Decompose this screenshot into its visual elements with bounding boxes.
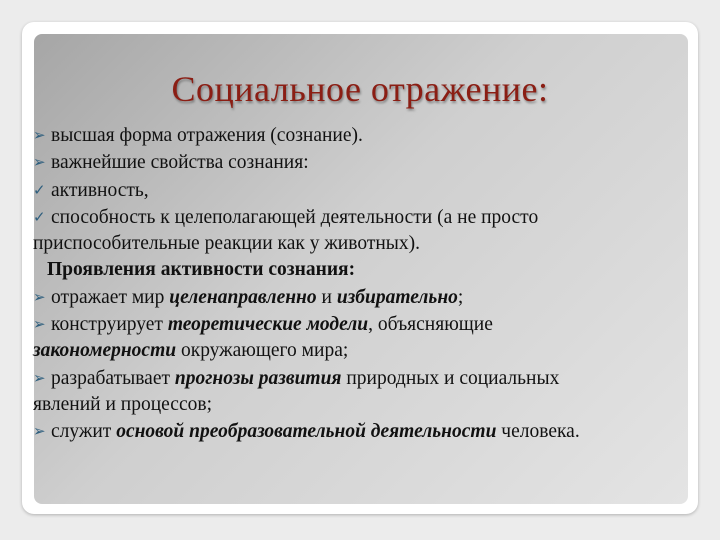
- subheading: Проявления активности сознания:: [47, 259, 356, 281]
- check-bullet-icon: ✓: [33, 207, 46, 226]
- bullet-line: ➢ высшая форма отражения (сознание).: [33, 122, 703, 149]
- check-line: ✓ способность к целеполагающей деятельности (а не просто: [33, 204, 703, 231]
- arrow-bullet-icon: ➢: [33, 287, 46, 306]
- arrow-bullet-icon: ➢: [33, 126, 46, 144]
- arrow-bullet-icon: ➢: [33, 315, 46, 334]
- arrow-bullet-icon: ➢: [33, 153, 46, 172]
- text-line: явлений и процессов;: [33, 393, 212, 415]
- text-line: приспособительные реакции как у животных).: [33, 233, 420, 255]
- arrow-bullet-icon: ➢: [33, 368, 46, 387]
- slide-title: Социальное отражение:: [171, 69, 549, 109]
- check-line: ✓ активность,: [33, 177, 703, 204]
- bullet-line: ➢ важнейшие свойства сознания:: [33, 149, 703, 176]
- text-line: закономерности окружающего мира;: [33, 340, 349, 362]
- bullet-line: ➢ разрабатывает прогнозы развития природных и социальных: [33, 365, 703, 392]
- bullet-line: ➢ отражает мир целенаправленно и избирательно;: [33, 284, 703, 311]
- check-bullet-icon: ✓: [33, 180, 46, 199]
- slide-body: [33, 122, 703, 446]
- arrow-bullet-icon: ➢: [33, 422, 46, 441]
- bullet-line: ➢ служит основой преобразовательной деятельности человека.: [33, 418, 703, 445]
- bullet-line: ➢ конструирует теоретические модели, объясняющие: [33, 311, 703, 338]
